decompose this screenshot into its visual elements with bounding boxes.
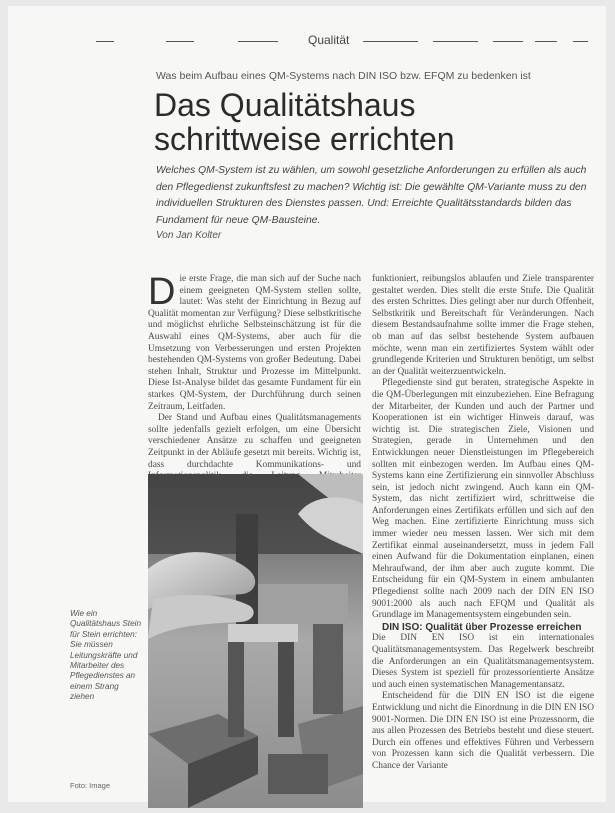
section-label: Qualität xyxy=(308,33,350,47)
body-column-left xyxy=(148,271,361,470)
header-rule xyxy=(96,41,114,42)
body-paragraph: Der Stand und Aufbau eines Qualitätsmanagements sollte jedenfalls gezielt erfolgen, um eine Übersicht verschiedener Ansätze zu schaffen und geeigneten Zeitpunkt in der Abläufe gesetzt mit bereits. Wichtig ist, dass durchdachte Kommunikations- und xyxy=(148,413,361,470)
photo-caption: Wie ein Qualitätshaus Stein für Stein errichten: Sie müssen Leitungskräfte und Mitarbeiter des Pflegedienstes an einem Strang ziehen xyxy=(70,609,142,702)
article-kicker: Was beim Aufbau eines QM-Systems nach DIN ISO bzw. EFQM zu bedenken ist xyxy=(156,70,531,82)
body-paragraph: Pflegedienste sind gut beraten, strategische Aspekte in die QM-Überlegungen mit einzubeziehen. Eine Befragung der Mitarbeiter, der Kunden und auch der Partner und Kooperationen ist ein wichtiger Hinweis darauf, was wichtig ist. Die strategischen Ziele, Visionen und Strategien, gerade in Unternehmen und den Entwicklungen neuer Dienstleistungen im Pflegebereich sollten mit einbezogen werden. Im Aufbau eines QM-Systems kann eine Zertifizierung ein sinnvoller Abschluss sein, ist jedoch nicht zwingend. Auch kann ein QM-System, das nicht zertifiziert wird, schrittweise die Anforderungen eines Zertifikats erfüllen und sich auf den Weg machen. Eine zertifizierte Einrichtung muss sich immer wieder neu messen lassen. Wer sich mit dem Zertifikat einmal auseinandersetzt, muss in jedem Fall einen Aufwand für die Dokumentation einplanen, einen Mehraufwand, der ihm aber auch zugute kommt. Die Entscheidung für ein QM-System in einem ambulanten Pflegedienst sollte nach 2009 nach der DIN EN ISO 9001:2000 als auch nach EFQM und Qualität als Grundlage im Managementsystem eingebunden sein. xyxy=(372,378,594,621)
title-line: Das Qualitätshaus xyxy=(154,87,416,123)
article-title xyxy=(154,88,594,156)
photo-credit: Foto: Image xyxy=(70,781,111,790)
byline: Von Jan Kolter xyxy=(156,230,222,241)
building-blocks-image xyxy=(148,474,363,808)
header-rule xyxy=(535,41,557,42)
article-lead: Welches QM-System ist zu wählen, um sowohl gesetzliche Anforderungen zu erfüllen als auch den Pflegedienst zukunftsfest zu machen? Wichtig ist: Die gewählte QM-Variante muss zu den individuellen Strukturen des Dienstes passen. Und: Erreichte Qualitätsstandards bilden das Fundament für neue QM-Bausteine. xyxy=(156,165,587,226)
header-rule xyxy=(238,41,278,42)
header-rule xyxy=(493,41,523,42)
header-rule xyxy=(433,41,478,42)
title-line: schrittweise errichten xyxy=(154,121,455,157)
subheading: DIN ISO: Qualität über Prozesse erreichen xyxy=(382,621,582,633)
body-paragraph: funktioniert, reibungslos ablaufen und Ziele transparenter gestaltet werden. Dies stellt die erste Stufe. Die Qualität des ersten Schrittes. Dies gelingt aber nur durch Offenheit, Selbstkritik und Bereitschaft für Veränderungen. Nach diesem Bestandsaufnahme sollte immer die Frage stehen, ob man auf das selbst bestehende System aufbauen möchte, wenn man ein zertifiziertes System wählt oder grundlegende Kriterien und Strukturen benötigt, um selbst an der Qualität weiterzuentwickeln. xyxy=(372,274,594,377)
header-rule xyxy=(166,41,194,42)
body-column-right xyxy=(372,274,594,802)
magazine-page xyxy=(8,6,606,802)
header-rule xyxy=(573,41,588,42)
body-paragraph: Die DIN EN ISO ist ein internationales Qualitätsmanagementsystem. Das Regelwerk beschreibt die Anforderungen an ein Qualitätsmanagementsystem. Dieses System ist speziell für prozessorientierte Ansätze und auch einen systematischen Managementansatz. xyxy=(372,633,594,690)
article-photo xyxy=(148,474,363,808)
body-paragraph: Entscheidend für die DIN EN ISO ist die eigene Entwicklung und nicht die Einordnung in die DIN EN ISO 9001-Normen. Die DIN EN ISO ist eine Prozessnorm, die aus allen Prozessen des Betriebs besteht und diese steuert. Durch ein offenes und effektives Führen und Verbessern von Prozessen kann sich die Qualität verbessern. Die Chance der Variante xyxy=(372,691,594,771)
header-rule xyxy=(363,41,418,42)
body-paragraph: Die erste Frage, die man sich auf der Suche nach einem geeigneten QM-System stellen sollte, lautet: Was steht der Einrichtung in Bezug auf Qualität momentan zur Verfügung? Diese selbstkritische und möglichst ehrliche Selbsteinschätzung ist für die Auswahl eines QM-Systems, aber auch für die Umsetzung von Verbesserungen und ersten Projekten bestehenden QM-Systems von großer Bedeutung. Dabei stehen Inhalt, Struktur und Prozesse im Mittelpunkt. Diese Ist-Analyse bildet das gesamte Fundament für ein starkes QM-System, der Durchführung durch seinen Zeitraum, Leitfaden. xyxy=(148,271,361,412)
drop-cap: D xyxy=(148,271,176,313)
